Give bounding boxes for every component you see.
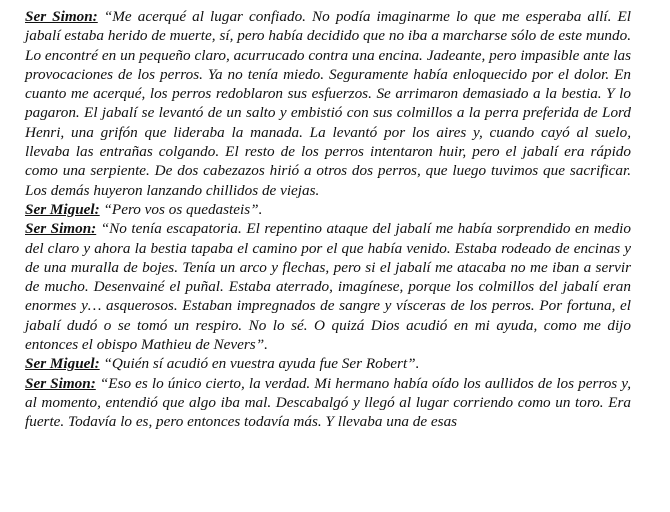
dialogue-text: “Quién sí acudió en vuestra ayuda fue Ser Robert”. xyxy=(99,355,420,373)
speaker-name: Ser Miguel: xyxy=(25,355,100,373)
dialogue-paragraph-3 xyxy=(25,219,631,354)
dialogue-text: “Eso es lo único cierto, la verdad. Mi hermano había oído los aullidos de los perros y, al momento, entendió que algo iba mal. Descabalgó y llegó al lugar corriendo como un toro. Era fuerte. Todavía lo es, pero entonces todavía más. Y llevaba una de esas xyxy=(25,374,631,431)
dialogue-paragraph-4 xyxy=(25,354,631,373)
dialogue-text: “Pero vos os quedasteis”. xyxy=(99,200,263,218)
speaker-name: Ser Simon: xyxy=(25,374,96,392)
dialogue-text: “No tenía escapatoria. El repentino ataque del jabalí me había sorprendido en medio del claro y ahora la bestia tapaba el camino por el que había venido. Estaba rodeado de encinas y de una muralla de bojes. Tenía un arco y flechas, pero si el jabalí me atacaba no me iban a servir de mucho. Desenvainé el puñal. Estaba aterrado, imagínese, porque los colmillos del jabalí eran enormes y… asquerosos. Estaban impregnados de sangre y vísceras de los perros. Por fortuna, el jabalí dudó o se tomó un respiro. No lo sé. O quizá Dios acudió en mi ayuda, como me dijo entonces el obispo Mathieu de Nevers”. xyxy=(25,220,631,354)
dialogue-paragraph-5 xyxy=(25,374,631,432)
dialogue-paragraph-1 xyxy=(25,7,631,200)
speaker-name: Ser Simon: xyxy=(25,220,97,238)
dialogue-text: “Me acerqué al lugar confiado. No podía imaginarme lo que me esperaba allí. El jabalí estaba herido de muerte, sí, pero había decidido que no iba a marcharse sólo de este mundo. Lo encontré en un pequeño claro, acurrucado contra una encina. Jadeante, pero impasible ante las provocaciones de los perros. Ya no tenía miedo. Seguramente había enloquecido por el dolor. En cuanto me acerqué, los perros redoblaron sus esfuerzos. Se arrimaron demasiado a la bestia. Y lo pagaron. El jabalí se levantó de un salto y embistió con sus colmillos a la perra preferida de Lord Henri, una grifón que lideraba la manada. La levantó por los aires y, cuando cayó al suelo, llevaba las entrañas colgando. El resto de los perros intentaron huir, pero el jabalí era rápido como una serpiente. De dos cabezazos hirió a otros dos perros, que luego tuvimos que sacrificar. Los demás huyeron lanzando chillidos de viejas. xyxy=(25,8,631,199)
speaker-name: Ser Miguel: xyxy=(25,200,100,218)
document-page xyxy=(25,7,631,432)
dialogue-paragraph-2 xyxy=(25,200,631,219)
speaker-name: Ser Simon: xyxy=(25,8,98,25)
